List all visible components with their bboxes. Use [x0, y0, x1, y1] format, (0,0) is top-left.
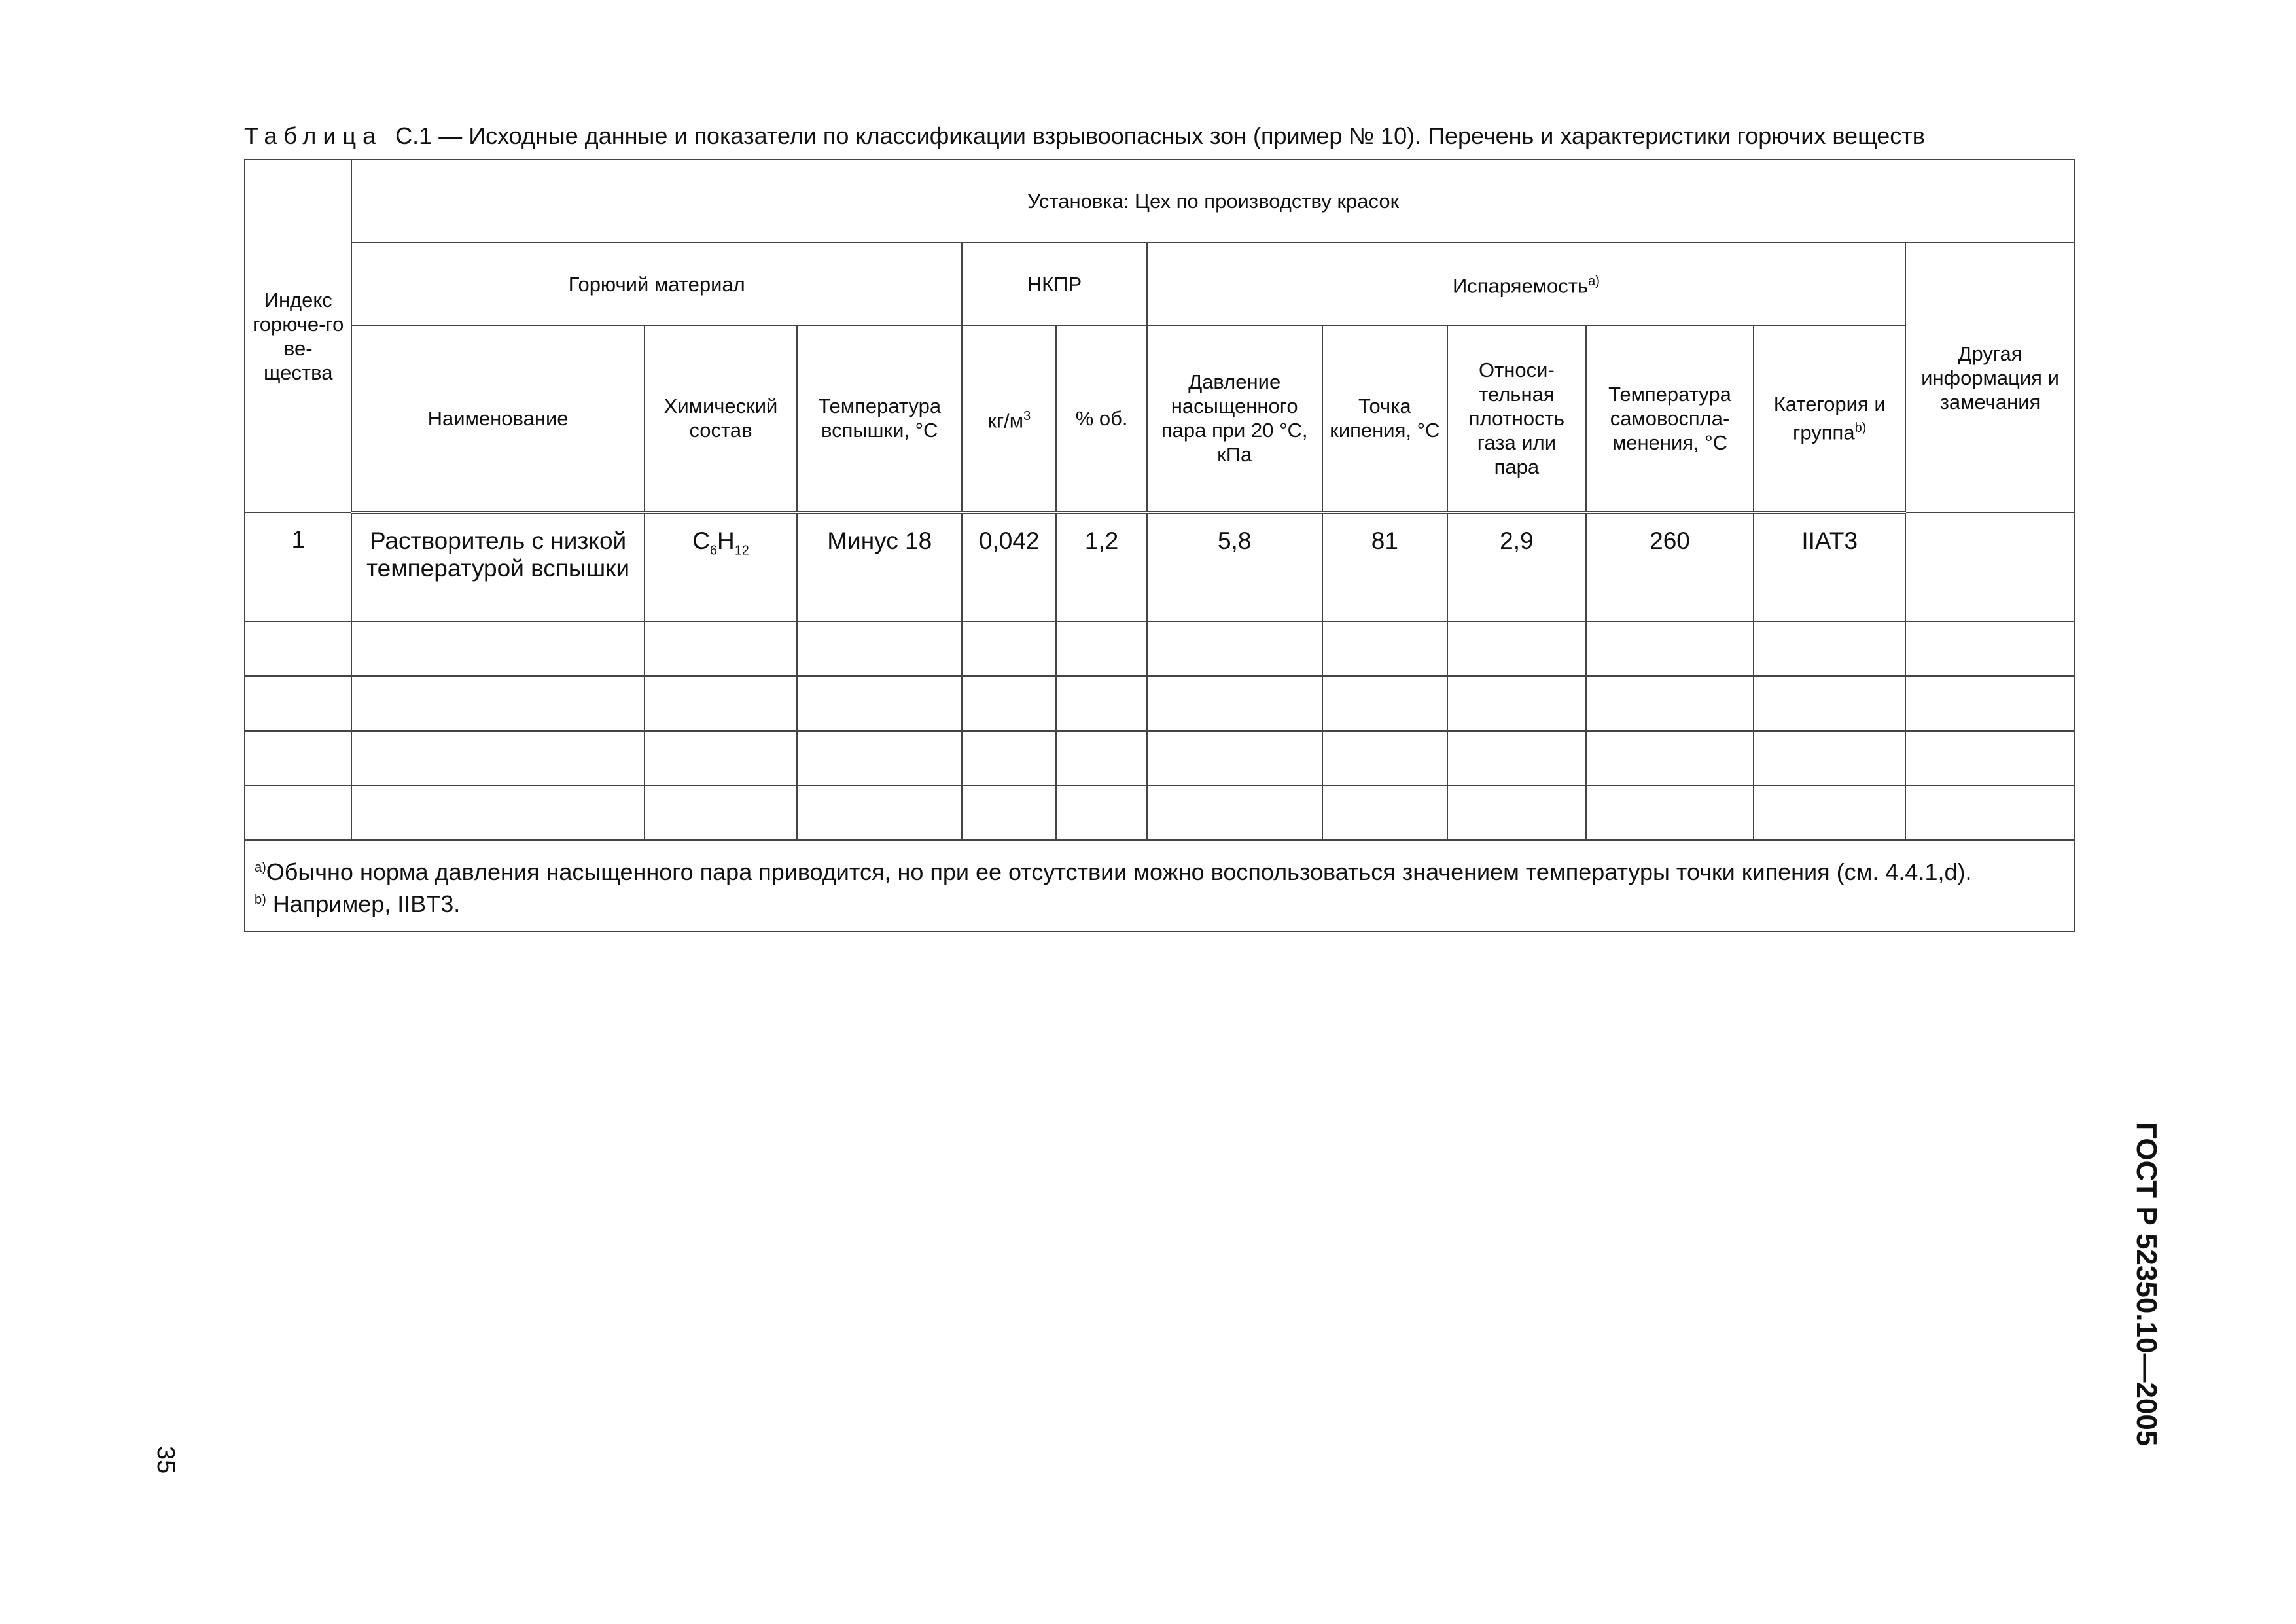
kgm3-label: кг/м: [987, 408, 1024, 432]
header-installation: Установка: Цех по производству красок: [351, 160, 2075, 243]
category-label: Категория и группа: [1773, 393, 1886, 444]
hazard-table: [244, 159, 2075, 932]
header-vol-pct: % об.: [1056, 325, 1146, 512]
table-row: [245, 512, 2075, 622]
cell-chem: [645, 512, 798, 622]
cell-name: Растворитель с низкой температурой вспышки: [351, 512, 644, 622]
cell-kgm3: 0,042: [962, 512, 1056, 622]
chem-c-sub: 6: [709, 542, 717, 557]
caption-lead: Таблица: [244, 122, 383, 149]
chem-h-sub: 12: [734, 542, 749, 557]
side-title: ГОСТ Р 52350.10—2005: [2130, 1122, 2163, 1447]
header-material-group: Горючий материал: [351, 243, 962, 325]
table-row-empty: [245, 622, 2075, 676]
volatility-label: Испаряемость: [1452, 274, 1589, 298]
table-caption: [244, 122, 2076, 150]
header-kgm3: [962, 325, 1056, 512]
header-boil: Точка кипения, °С: [1322, 325, 1448, 512]
header-autoign: Температура самовоспла-менения, °С: [1586, 325, 1754, 512]
header-index: Индекс горюче-го ве-щества: [245, 160, 351, 512]
cell-other: [1905, 512, 2075, 622]
header-nkpr: НКПР: [962, 243, 1147, 325]
category-sup: b): [1854, 421, 1867, 436]
header-pressure: Давление насыщенного пара при 20 °С, кПа: [1147, 325, 1322, 512]
caption-text: C.1 — Исходные данные и показатели по классификации взрывоопасных зон (пример № 10). Перечень и характеристики горючих веществ: [395, 122, 1925, 149]
header-name: Наименование: [351, 325, 644, 512]
footnote-b-text: Например, IIBT3.: [272, 891, 461, 917]
footnote-b: [255, 886, 2065, 918]
header-category: [1754, 325, 1905, 512]
chem-c: C: [692, 527, 710, 554]
footnote-b-mark: b): [255, 892, 266, 907]
cell-category: IIAT3: [1754, 512, 1905, 622]
table-row-empty: [245, 731, 2075, 785]
kgm3-sup: 3: [1023, 408, 1031, 423]
cell-density: 2,9: [1447, 512, 1586, 622]
table-row-empty: [245, 676, 2075, 731]
header-flash: Температура вспышки, °С: [797, 325, 962, 512]
footnotes: [245, 840, 2075, 932]
cell-flash: Минус 18: [797, 512, 962, 622]
page-number: 35: [152, 1446, 179, 1474]
cell-vol: 1,2: [1056, 512, 1146, 622]
volatility-sup: a): [1588, 274, 1600, 289]
header-volatility: [1147, 243, 1905, 325]
table-row-empty: [245, 785, 2075, 840]
cell-boil: 81: [1322, 512, 1448, 622]
chem-h: H: [716, 527, 735, 554]
footnote-a: [255, 854, 2065, 886]
header-chem: Химический состав: [645, 325, 798, 512]
header-density: Относи-тельная плотность газа или пара: [1447, 325, 1586, 512]
footnote-a-text: Обычно норма давления насыщенного пара приводится, но при ее отсутствии можно воспользоваться значением температуры точки кипения (см. 4.4.1,d).: [266, 858, 1972, 885]
footnote-a-mark: a): [255, 860, 266, 875]
cell-index: 1: [245, 512, 351, 622]
cell-pressure: 5,8: [1147, 512, 1322, 622]
header-other: Другая информация и замечания: [1905, 243, 2075, 512]
cell-autoign: 260: [1586, 512, 1754, 622]
